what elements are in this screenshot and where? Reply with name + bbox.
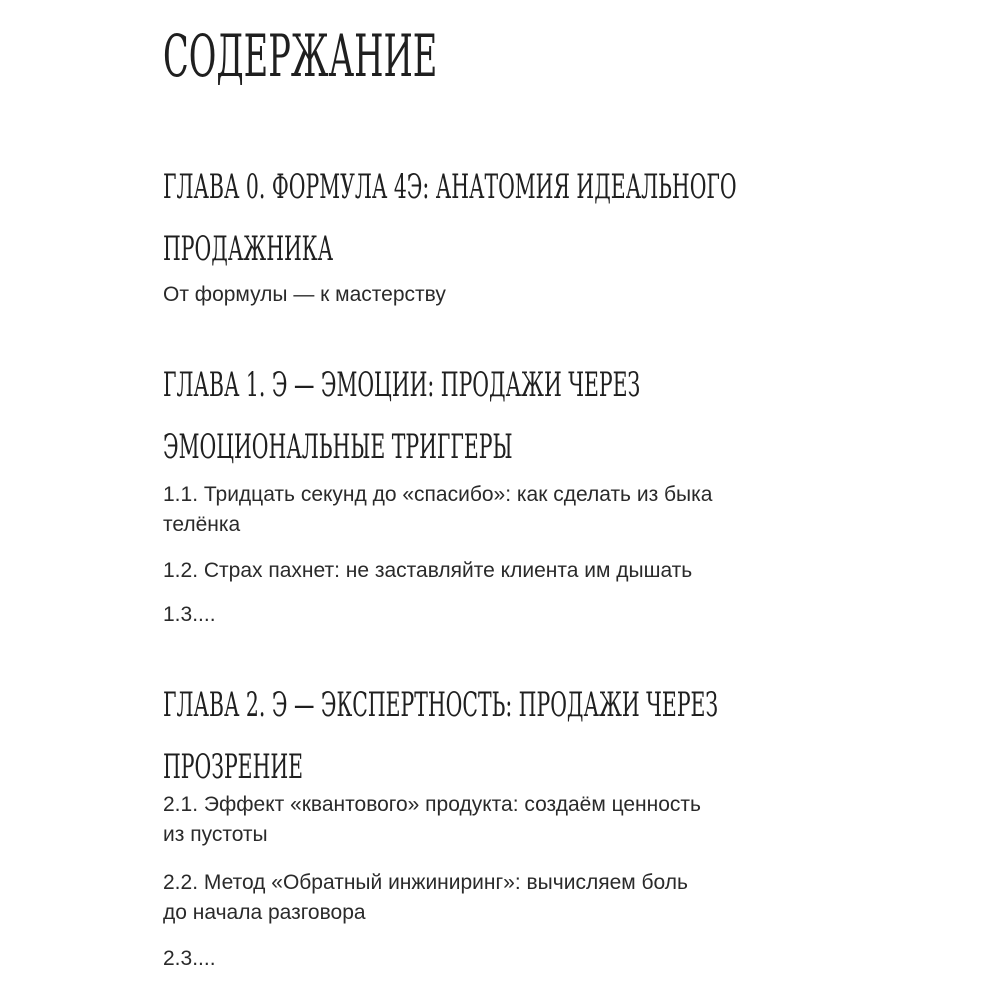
chapter-2-title-line-1: ГЛАВА 2. Э — ЭКСПЕРТНОСТЬ: ПРОДАЖИ ЧЕРЕЗ <box>163 685 719 725</box>
chapter-0-title-line-1: ГЛАВА 0. ФОРМУЛА 4Э: АНАТОМИЯ ИДЕАЛЬНОГО <box>163 167 737 207</box>
chapter-1-item-1 <box>163 480 712 540</box>
chapter-1-title <box>163 354 640 478</box>
chapter-2-item-1-line-2: из пустоты <box>163 823 268 846</box>
chapter-0-item-1-line-1: От формулы — к мастерству <box>163 283 446 306</box>
toc-title: СОДЕРЖАНИЕ <box>163 22 438 90</box>
chapter-2-item-1-line-1: 2.1. Эффект «квантового» продукта: создаём ценность <box>163 793 701 816</box>
chapter-2-item-2-line-2: до начала разговора <box>163 901 366 924</box>
chapter-1-title-line-2: ЭМОЦИОНАЛЬНЫЕ ТРИГГЕРЫ <box>163 427 513 467</box>
chapter-2-item-2-line-1: 2.2. Метод «Обратный инжиниринг»: вычисляем боль <box>163 871 688 894</box>
chapter-1-item-1-line-2: телёнка <box>163 513 241 536</box>
chapter-1-item-3-line-1: 1.3.... <box>163 603 216 626</box>
chapter-2-item-3-line-1: 2.3.... <box>163 947 216 970</box>
chapter-0-item-1 <box>163 280 446 310</box>
chapter-1-item-3 <box>163 600 216 630</box>
chapter-0-title <box>163 156 737 280</box>
chapter-1-item-2 <box>163 556 692 586</box>
chapter-0-title-line-2: ПРОДАЖНИКА <box>163 229 334 269</box>
chapter-1-item-2-line-1: 1.2. Страх пахнет: не заставляйте клиента им дышать <box>163 559 693 582</box>
chapter-2-item-2 <box>163 868 688 928</box>
chapter-1-item-1-line-1: 1.1. Тридцать секунд до «спасибо»: как сделать из быка <box>163 483 713 506</box>
chapter-2-item-3 <box>163 944 216 974</box>
chapter-2-title <box>163 674 718 798</box>
chapter-2-title-line-2: ПРОЗРЕНИЕ <box>163 747 304 787</box>
chapter-2-item-1 <box>163 790 701 850</box>
chapter-1-title-line-1: ГЛАВА 1. Э — ЭМОЦИИ: ПРОДАЖИ ЧЕРЕЗ <box>163 365 641 405</box>
